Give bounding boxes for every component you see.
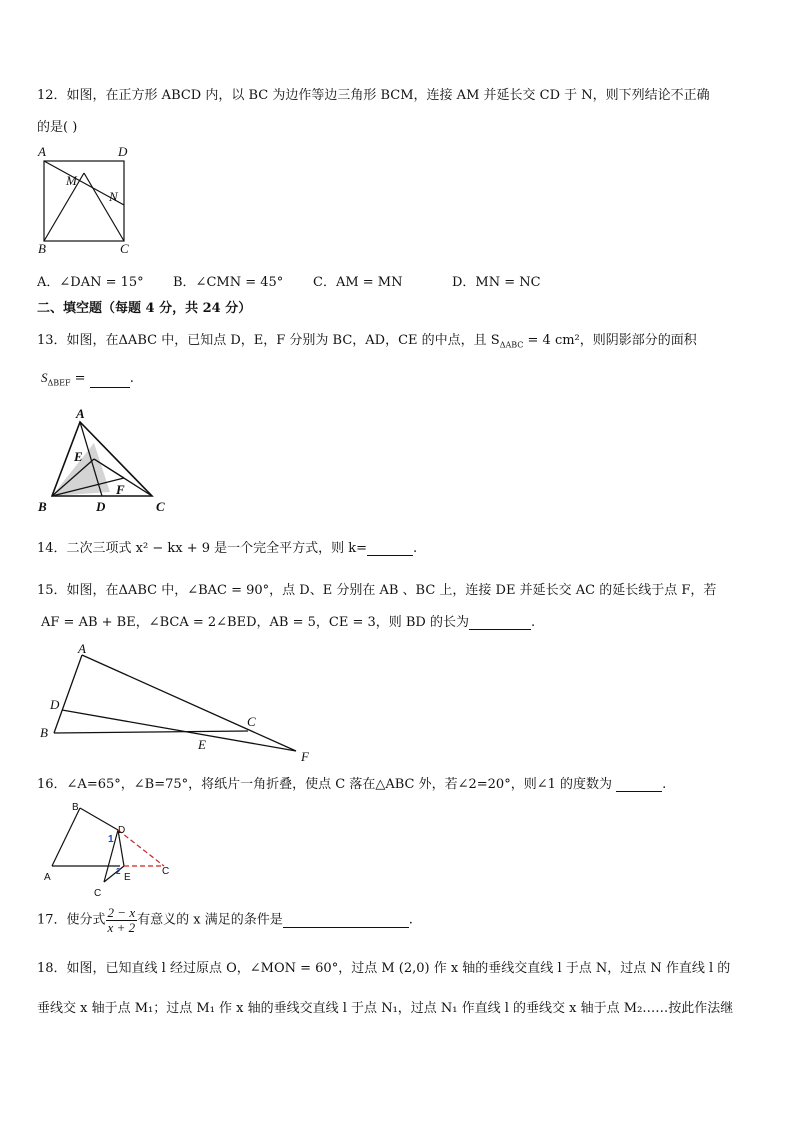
q13-line1: 13．如图，在ΔABC 中，已知点 D，E，F 分别为 BC，AD，CE 的中点，且 $S_{\Delta ABC} = 4$ cm²，则阴影部分的面积 (37, 333, 697, 350)
q17-line: 17．使分式 $\frac{2 - x}{x + 2}$ 有意义的 x 满足的条件是 . (37, 905, 413, 935)
q12-square-figure (36, 145, 136, 255)
q12-label-a: A (38, 144, 46, 159)
q12-label-m: M (66, 173, 77, 188)
q12-option-a: A．∠DAN = 15° (37, 275, 144, 290)
q13-line2: $S_{\Delta BEF}$ = . (41, 370, 134, 388)
q15-label-c: C (247, 714, 256, 729)
q16-label-a: A (44, 872, 51, 883)
q13-label-a: A (76, 406, 85, 421)
q16-label-c-folded: C (94, 888, 102, 899)
q15-label-a: A (78, 641, 86, 656)
q15-label-f: F (301, 749, 309, 764)
q18-line1: 18．如图，已知直线 l 经过原点 O，∠MON = 60°，过点 M (2,0) 作 x 轴的垂线交直线 l 于点 N，过点 N 作直线 l 的 (37, 961, 731, 976)
q15-label-d: D (50, 697, 60, 712)
section-heading: 二、填空题（每题 4 分，共 24 分） (37, 301, 252, 316)
q18-line2: 垂线交 x 轴于点 M₁；过点 M₁ 作 x 轴的垂线交直线 l 于点 N₁，过点 N₁ 作直线 l 的垂线交 x 轴于点 M₂……按此作法继 (37, 1001, 734, 1016)
q15-line2: AF = AB + BE，∠BCA = 2∠BED，AB = 5，CE = 3，则 BD 的长为 . (41, 615, 536, 630)
q12-line1: 12．如图，在正方形 ABCD 内，以 BC 为边作等边三角形 BCM，连接 AM 并延长交 CD 于 N，则下列结论不正确 (37, 88, 710, 103)
q16-label-e: E (124, 872, 131, 883)
q16-label-d: D (118, 825, 126, 836)
q13-triangle-figure (36, 404, 172, 516)
q12-label-n: N (109, 189, 118, 204)
q16-line: 16．∠A=65°，∠B=75°，将纸片一角折叠，使点 C 落在△ABC 外，若∠2=20°，则∠1 的度数为 . (37, 777, 667, 792)
q16-angle-1-label: 1 (108, 834, 114, 845)
q16-answer-blank[interactable] (616, 777, 662, 792)
q12-label-d: D (118, 144, 128, 159)
q13-label-b: B (38, 499, 47, 514)
q12-option-c: C．AM = MN (313, 275, 403, 290)
q16-angle-2-label: 2 (116, 867, 121, 876)
q14-line: 14．二次三项式 x² − kx + 9 是一个完全平方式，则 k= . (37, 541, 418, 556)
q14-answer-blank[interactable] (367, 541, 413, 556)
q12-label-c: C (120, 241, 129, 256)
q17-answer-blank[interactable] (283, 913, 409, 928)
q12-label-b: B (38, 241, 46, 256)
q12-option-b: B．∠CMN = 45° (173, 275, 284, 290)
q13-label-c: C (156, 499, 165, 514)
q16-fold-figure (38, 800, 178, 900)
q15-triangle-figure (36, 643, 326, 765)
q15-label-b: B (40, 725, 48, 740)
q17-fraction: $\frac{2 - x}{x + 2}$ (107, 905, 136, 935)
q16-label-b: B (72, 802, 79, 813)
q15-answer-blank[interactable] (469, 615, 531, 630)
q13-answer-blank[interactable] (90, 373, 130, 388)
q12-option-d: D．MN = NC (452, 275, 541, 290)
q12-line2: 的是( ) (37, 120, 78, 135)
q15-label-e: E (198, 737, 206, 752)
q13-label-f: F (116, 482, 125, 497)
q15-line1: 15．如图，在ΔABC 中，∠BAC = 90°，点 D、E 分别在 AB 、BC 上，连接 DE 并延长交 AC 的延长线于点 F，若 (37, 583, 717, 598)
q16-label-c-original: C (162, 866, 170, 877)
q13-label-d: D (96, 499, 106, 514)
q13-label-e: E (74, 449, 83, 464)
